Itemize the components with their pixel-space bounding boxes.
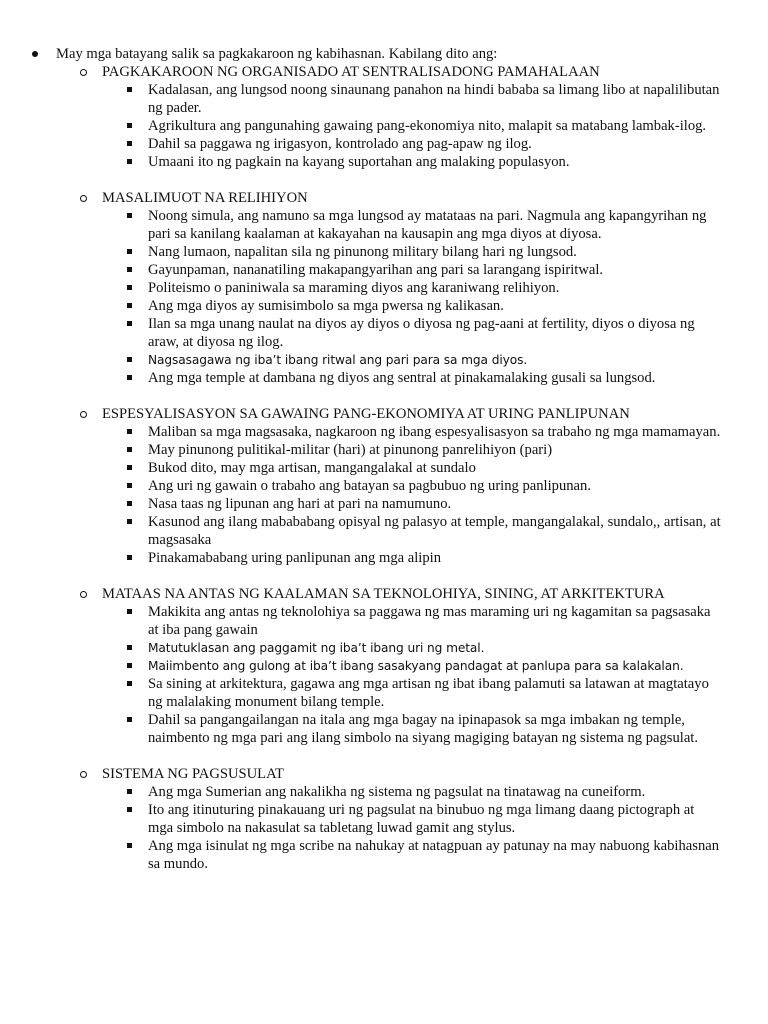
list-item-text: Dahil sa paggawa ng irigasyon, kontrolado ang pag-apaw ng ilog. xyxy=(148,136,532,152)
section-heading xyxy=(0,765,768,783)
section-title: MASALIMUOT NA RELIHIYON xyxy=(102,190,308,206)
list-item-text: Ang mga temple at dambana ng diyos ang sentral at pinakamalaking gusali sa lungsod. xyxy=(148,370,656,386)
bullet-square-icon xyxy=(127,483,132,488)
list-item xyxy=(0,495,768,513)
list-item-text: Gayunpaman, nananatiling makapangyarihan ang pari sa larangang ispiritwal. xyxy=(148,262,604,278)
bullet-square-icon xyxy=(127,249,132,254)
bullet-square-icon xyxy=(127,555,132,560)
list-item-text: Bukod dito, may mga artisan, mangangalakal at sundalo xyxy=(148,460,476,476)
bullet-square-icon xyxy=(127,465,132,470)
list-item-text: Noong simula, ang namuno sa mga lungsod ay matataas na pari. Nagmula ang kapangyrihan ng pari sa kanilang kaalaman at kakayahan na kausapin ang mga diyos at diyosa. xyxy=(148,208,707,242)
section-heading xyxy=(0,63,768,81)
bullet-square-icon xyxy=(127,717,132,722)
list-item-text: Ito ang itinuturing pinakauang uri ng pagsulat na binubuo ng mga limang daang pictograph at mga simbolo na nakasulat sa tabletang luwad gamit ang stylus. xyxy=(148,802,695,836)
section-items xyxy=(0,423,768,567)
list-item-text: Sa sining at arkitektura, gagawa ang mga artisan ng ibat ibang palamuti sa latawan at magtatayo ng malalaking monument bilang temple. xyxy=(148,676,709,710)
bullet-square-icon xyxy=(127,681,132,686)
list-item xyxy=(0,117,768,135)
list-item xyxy=(0,369,768,387)
section-title: PAGKAKAROON NG ORGANISADO AT SENTRALISADONG PAMAHALAAN xyxy=(102,64,600,80)
bullet-square-icon xyxy=(127,501,132,506)
list-item-text: Dahil sa pangangailangan na itala ang mga bagay na ipinapasok sa mga imbakan ng temple, naimbento ng mga pari ang ilang simbolo na siyang magiging batayan ng sistema ng pagsulat. xyxy=(148,712,698,746)
list-item-text: Ilan sa mga unang naulat na diyos ay diyos o diyosa ng pag-aani at fertility, diyos o diyosa ng araw, at diyosa ng ilog. xyxy=(148,316,695,350)
bullet-square-icon xyxy=(127,357,132,362)
section-title: ESPESYALISASYON SA GAWAING PANG-EKONOMIYA AT URING PANLIPUNAN xyxy=(102,406,630,422)
list-item-text: Umaani ito ng pagkain na kayang suportahan ang malaking populasyon. xyxy=(148,154,570,170)
section-heading xyxy=(0,189,768,207)
list-item xyxy=(0,207,768,243)
list-item xyxy=(0,801,768,837)
document-page xyxy=(0,45,768,891)
list-item xyxy=(0,153,768,171)
bullet-square-icon xyxy=(127,267,132,272)
list-item-text: Nasa taas ng lipunan ang hari at pari na namumuno. xyxy=(148,496,452,512)
list-item xyxy=(0,675,768,711)
bullet-square-icon xyxy=(127,645,132,650)
list-item-text: Maliban sa mga magsasaka, nagkaroon ng ibang espesyalisasyon sa trabaho ng mga mamamayan. xyxy=(148,424,721,440)
list-item-text: May pinunong pulitikal-militar (hari) at pinunong panrelihiyon (pari) xyxy=(148,442,553,458)
bullet-square-icon xyxy=(127,87,132,92)
list-item-text: Kasunod ang ilang mabababang opisyal ng palasyo at temple, mangangalakal, sundalo,, artisan, at magsasaka xyxy=(148,514,721,548)
section-pamahalaan xyxy=(0,63,768,171)
section-title: SISTEMA NG PAGSUSULAT xyxy=(102,766,284,782)
bullet-square-icon xyxy=(127,807,132,812)
section-title: MATAAS NA ANTAS NG KAALAMAN SA TEKNOLOHIYA, SINING, AT ARKITEKTURA xyxy=(102,586,665,602)
list-item-text: Kadalasan, ang lungsod noong sinaunang panahon na hindi bababa sa limang libo at napalilibutan ng pader. xyxy=(148,82,720,116)
bullet-square-icon xyxy=(127,321,132,326)
bullet-square-icon xyxy=(127,375,132,380)
list-item xyxy=(0,837,768,873)
bullet-square-icon xyxy=(127,141,132,146)
section-items xyxy=(0,783,768,873)
list-item-text: Agrikultura ang pangunahing gawaing pang-ekonomiya nito, malapit sa matabang lambak-ilog. xyxy=(148,118,707,134)
list-item-text: Ang uri ng gawain o trabaho ang batayan sa pagbubuo ng uring panlipunan. xyxy=(148,478,591,494)
list-item xyxy=(0,459,768,477)
bullet-square-icon xyxy=(127,609,132,614)
section-items xyxy=(0,81,768,171)
list-item xyxy=(0,657,768,675)
intro-text: May mga batayang salik sa pagkakaroon ng kabihasnan. Kabilang dito ang: xyxy=(56,46,498,62)
list-item xyxy=(0,243,768,261)
bullet-square-icon xyxy=(127,663,132,668)
list-item xyxy=(0,81,768,117)
list-item-text: Matutuklasan ang paggamit ng iba’t ibang uri ng metal. xyxy=(148,641,485,655)
bullet-circle-icon xyxy=(80,69,87,76)
list-item xyxy=(0,279,768,297)
bullet-square-icon xyxy=(127,285,132,290)
bullet-circle-icon xyxy=(80,195,87,202)
bullet-square-icon xyxy=(127,843,132,848)
section-espesyalisasyon xyxy=(0,405,768,567)
list-item-text: Pinakamababang uring panlipunan ang mga alipin xyxy=(148,550,442,566)
list-item xyxy=(0,513,768,549)
list-item xyxy=(0,783,768,801)
list-item xyxy=(0,603,768,639)
list-item xyxy=(0,423,768,441)
list-item-text: Nagsasagawa ng iba’t ibang ritwal ang pari para sa mga diyos. xyxy=(148,353,528,367)
list-item xyxy=(0,549,768,567)
list-item xyxy=(0,477,768,495)
bullet-square-icon xyxy=(127,159,132,164)
list-item-text: Ang mga isinulat ng mga scribe na nahukay at natagpuan ay patunay na may nabuong kabihasnan sa mundo. xyxy=(148,838,720,872)
section-pagsusulat xyxy=(0,765,768,873)
list-item xyxy=(0,297,768,315)
list-item xyxy=(0,315,768,351)
list-item-text: Nang lumaon, napalitan sila ng pinunong military bilang hari ng lungsod. xyxy=(148,244,577,260)
list-item xyxy=(0,441,768,459)
bullet-circle-icon xyxy=(80,771,87,778)
section-teknolohiya xyxy=(0,585,768,747)
list-item-text: Ang mga diyos ay sumisimbolo sa mga pwersa ng kalikasan. xyxy=(148,298,504,314)
list-item-text: Politeismo o paniniwala sa maraming diyos ang karaniwang relihiyon. xyxy=(148,280,560,296)
bullet-square-icon xyxy=(127,429,132,434)
section-heading xyxy=(0,585,768,603)
intro-bullet xyxy=(0,45,768,63)
bullet-dot-icon xyxy=(32,51,38,57)
bullet-circle-icon xyxy=(80,591,87,598)
section-items xyxy=(0,603,768,747)
list-item-text: Makikita ang antas ng teknolohiya sa paggawa ng mas maraming uri ng kagamitan sa pagsasaka at iba pang gawain xyxy=(148,604,711,638)
list-item xyxy=(0,639,768,657)
list-item xyxy=(0,135,768,153)
bullet-circle-icon xyxy=(80,411,87,418)
bullet-square-icon xyxy=(127,519,132,524)
bullet-square-icon xyxy=(127,447,132,452)
section-relihiyon xyxy=(0,189,768,387)
list-item-text: Maiimbento ang gulong at iba’t ibang sasakyang pandagat at panlupa para sa kalakalan. xyxy=(148,659,684,673)
bullet-square-icon xyxy=(127,303,132,308)
list-item xyxy=(0,261,768,279)
section-items xyxy=(0,207,768,387)
list-item xyxy=(0,351,768,369)
bullet-square-icon xyxy=(127,213,132,218)
section-heading xyxy=(0,405,768,423)
list-item-text: Ang mga Sumerian ang nakalikha ng sistema ng pagsulat na tinatawag na cuneiform. xyxy=(148,784,646,800)
list-item xyxy=(0,711,768,747)
bullet-square-icon xyxy=(127,123,132,128)
bullet-square-icon xyxy=(127,789,132,794)
